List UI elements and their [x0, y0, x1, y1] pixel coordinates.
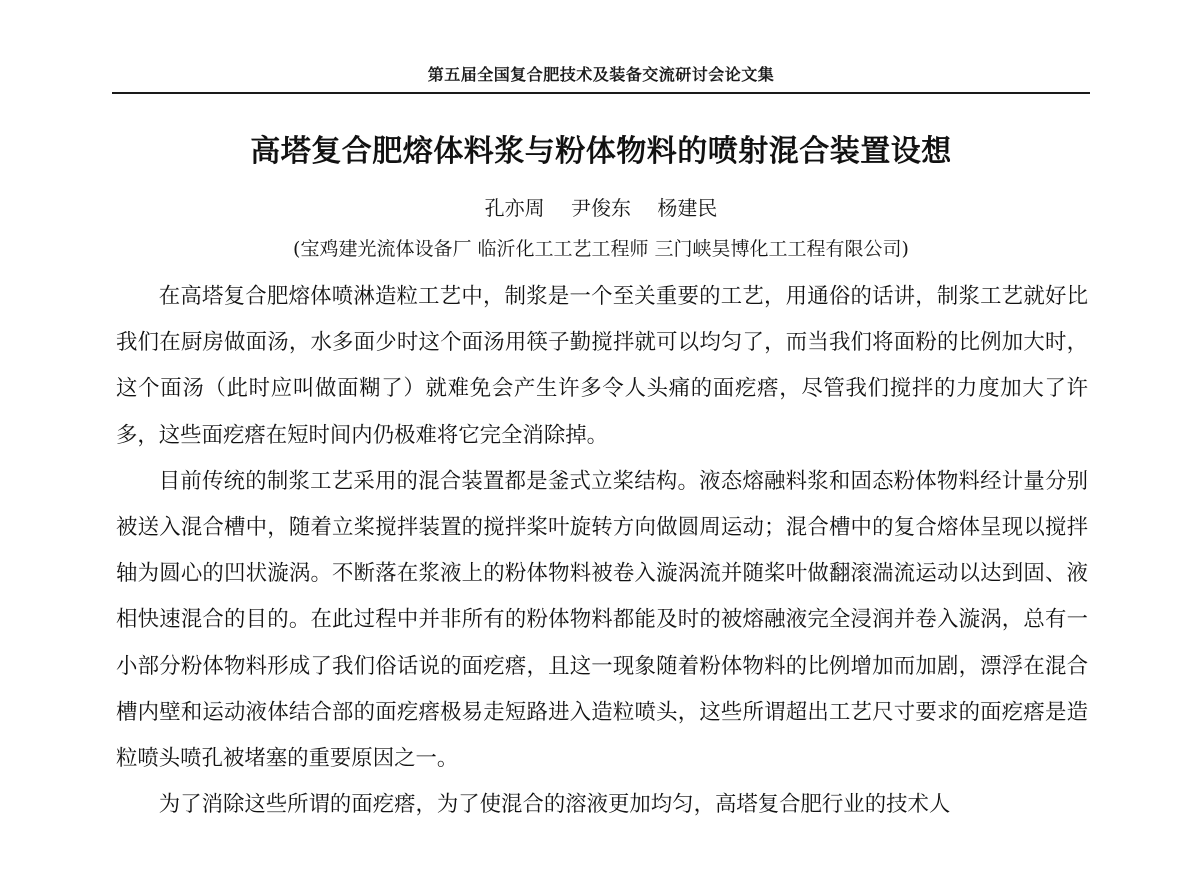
- author-list: [112, 192, 1090, 221]
- header-rule: [112, 92, 1090, 94]
- body-paragraph: 为了消除这些所谓的面疙瘩，为了使混合的溶液更加均匀，高塔复合肥行业的技术人: [158, 792, 951, 818]
- author-name: 孔亦周: [484, 196, 545, 220]
- article-title: 高塔复合肥熔体料浆与粉体物料的喷射混合装置设想: [250, 134, 952, 169]
- author-name: 尹俊东: [571, 196, 631, 220]
- article-body: [116, 274, 1088, 828]
- author-affiliations: (宝鸡建光流体设备厂 临沂化工工艺工程师 三门峡昊博化工工程有限公司): [293, 238, 909, 260]
- body-paragraph: 在高塔复合肥熔体喷淋造粒工艺中，制浆是一个至关重要的工艺，用通俗的话讲，制浆工艺就好比我们在厨房做面汤，水多面少时这个面汤用筷子勤搅拌就可以均匀了，而当我们将面粉的比例加大时，这个面汤（此时应叫做面糊了）就难免会产生许多令人头痛的面疙瘩，尽管我们搅拌的力度加大了许多，这些面疙瘩在短时间内仍极难将它完全消除掉。: [116, 284, 1088, 448]
- body-paragraph: 目前传统的制浆工艺采用的混合装置都是釜式立桨结构。液态熔融料浆和固态粉体物料经计量分别被送入混合槽中，随着立桨搅拌装置的搅拌桨叶旋转方向做圆周运动；混合槽中的复合熔体呈现以搅拌轴为圆心的凹状漩涡。不断落在浆液上的粉体物料被卷入漩涡流并随桨叶做翻滚湍流运动以达到固、液相快速混合的目的。在此过程中并非所有的粉体物料都能及时的被熔融液完全浸润并卷入漩涡，总有一小部分粉体物料形成了我们俗话说的面疙瘩，且这一现象随着粉体物料的比例增加而加剧，漂浮在混合槽内壁和运动液体结合部的面疙瘩极易走短路进入造粒喷头，这些所谓超出工艺尺寸要求的面疙瘩是造粒喷头喷孔被堵塞的重要原因之一。: [116, 468, 1088, 772]
- author-name: 杨建民: [657, 196, 718, 220]
- running-header: 第五届全国复合肥技术及装备交流研讨会论文集: [427, 65, 775, 84]
